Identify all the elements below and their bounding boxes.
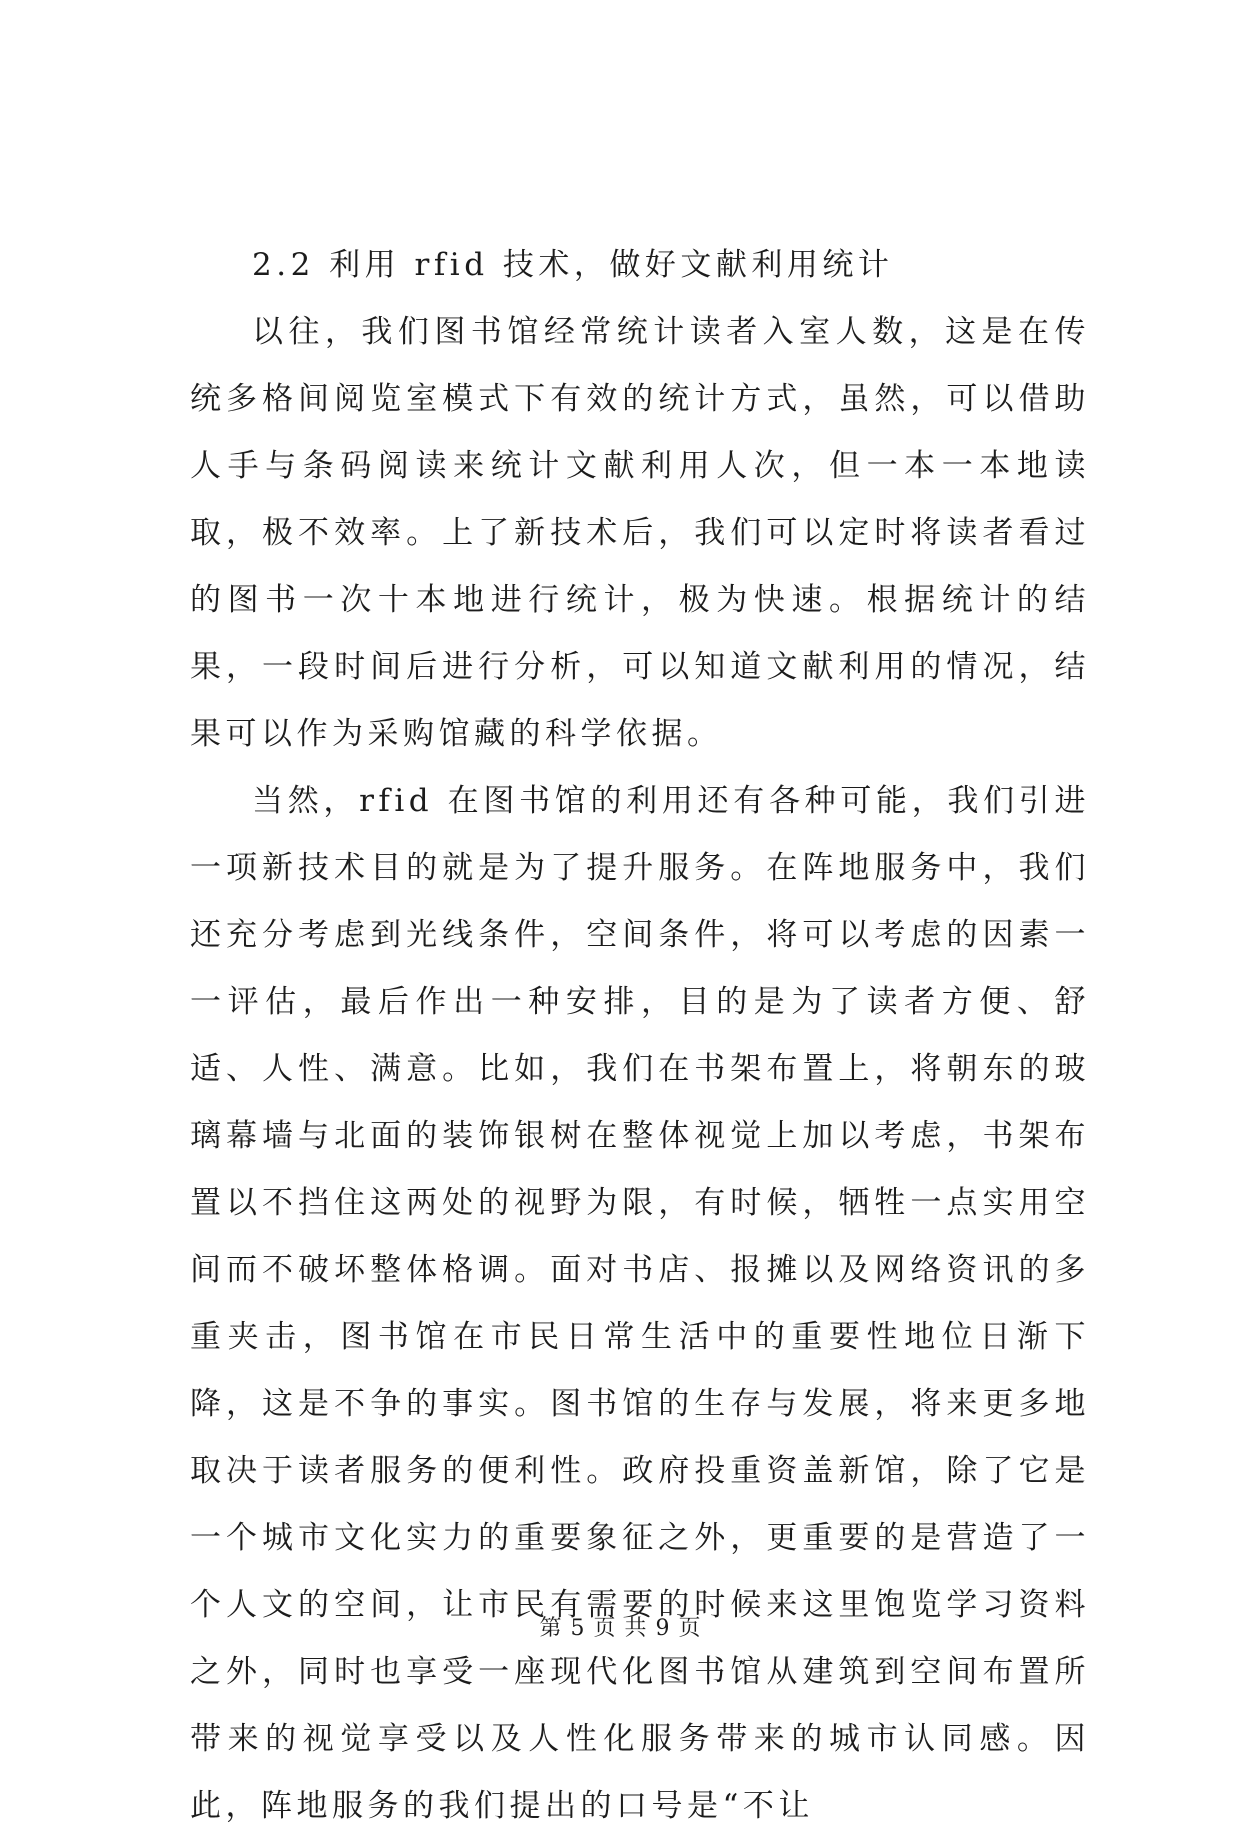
page-number-footer: 第 5 页 共 9 页: [539, 1616, 702, 1641]
paragraph-service: 当然，rfid 在图书馆的利用还有各种可能，我们引进一项新技术目的就是为了提升服务。在阵地服务中，我们还充分考虑到光线条件，空间条件，将可以考虑的因素一一评估，最后作出一种安排，目的是为了读者方便、舒适、人性、满意。比如，我们在书架布置上，将朝东的玻璃幕墙与北面的装饰银树在整体视觉上加以考虑，书架布置以不挡住这两处的视野为限，有时候，牺牲一点实用空间而不破坏整体格调。面对书店、报摊以及网络资讯的多重夹击，图书馆在市民日常生活中的重要性地位日渐下降，这是不争的事实。图书馆的生存与发展，将来更多地取决于读者服务的便利性。政府投重资盖新馆，除了它是一个城市文化实力的重要象征之外，更重要的是营造了一个人文的空间，让市民有需要的时候来这里饱览学习资料之外，同时也享受一座现代化图书馆从建筑到空间布置所带来的视觉享受以及人性化服务带来的城市认同感。因此，阵地服务的我们提出的口号是“不让: [190, 783, 1090, 1824]
paragraph-statistics: 以往，我们图书馆经常统计读者入室人数，这是在传统多格间阅览室模式下有效的统计方式，虽然，可以借助人手与条码阅读来统计文献利用人次，但一本一本地读取，极不效率。上了新技术后，我们可以定时将读者看过的图书一次十本地进行统计，极为快速。根据统计的结果，一段时间后进行分析，可以知道文献利用的情况，结果可以作为采购馆藏的科学依据。: [190, 314, 1090, 752]
document-body: [190, 232, 1090, 1840]
section-heading: 2.2 利用 rfid 技术，做好文献利用统计: [252, 247, 894, 283]
